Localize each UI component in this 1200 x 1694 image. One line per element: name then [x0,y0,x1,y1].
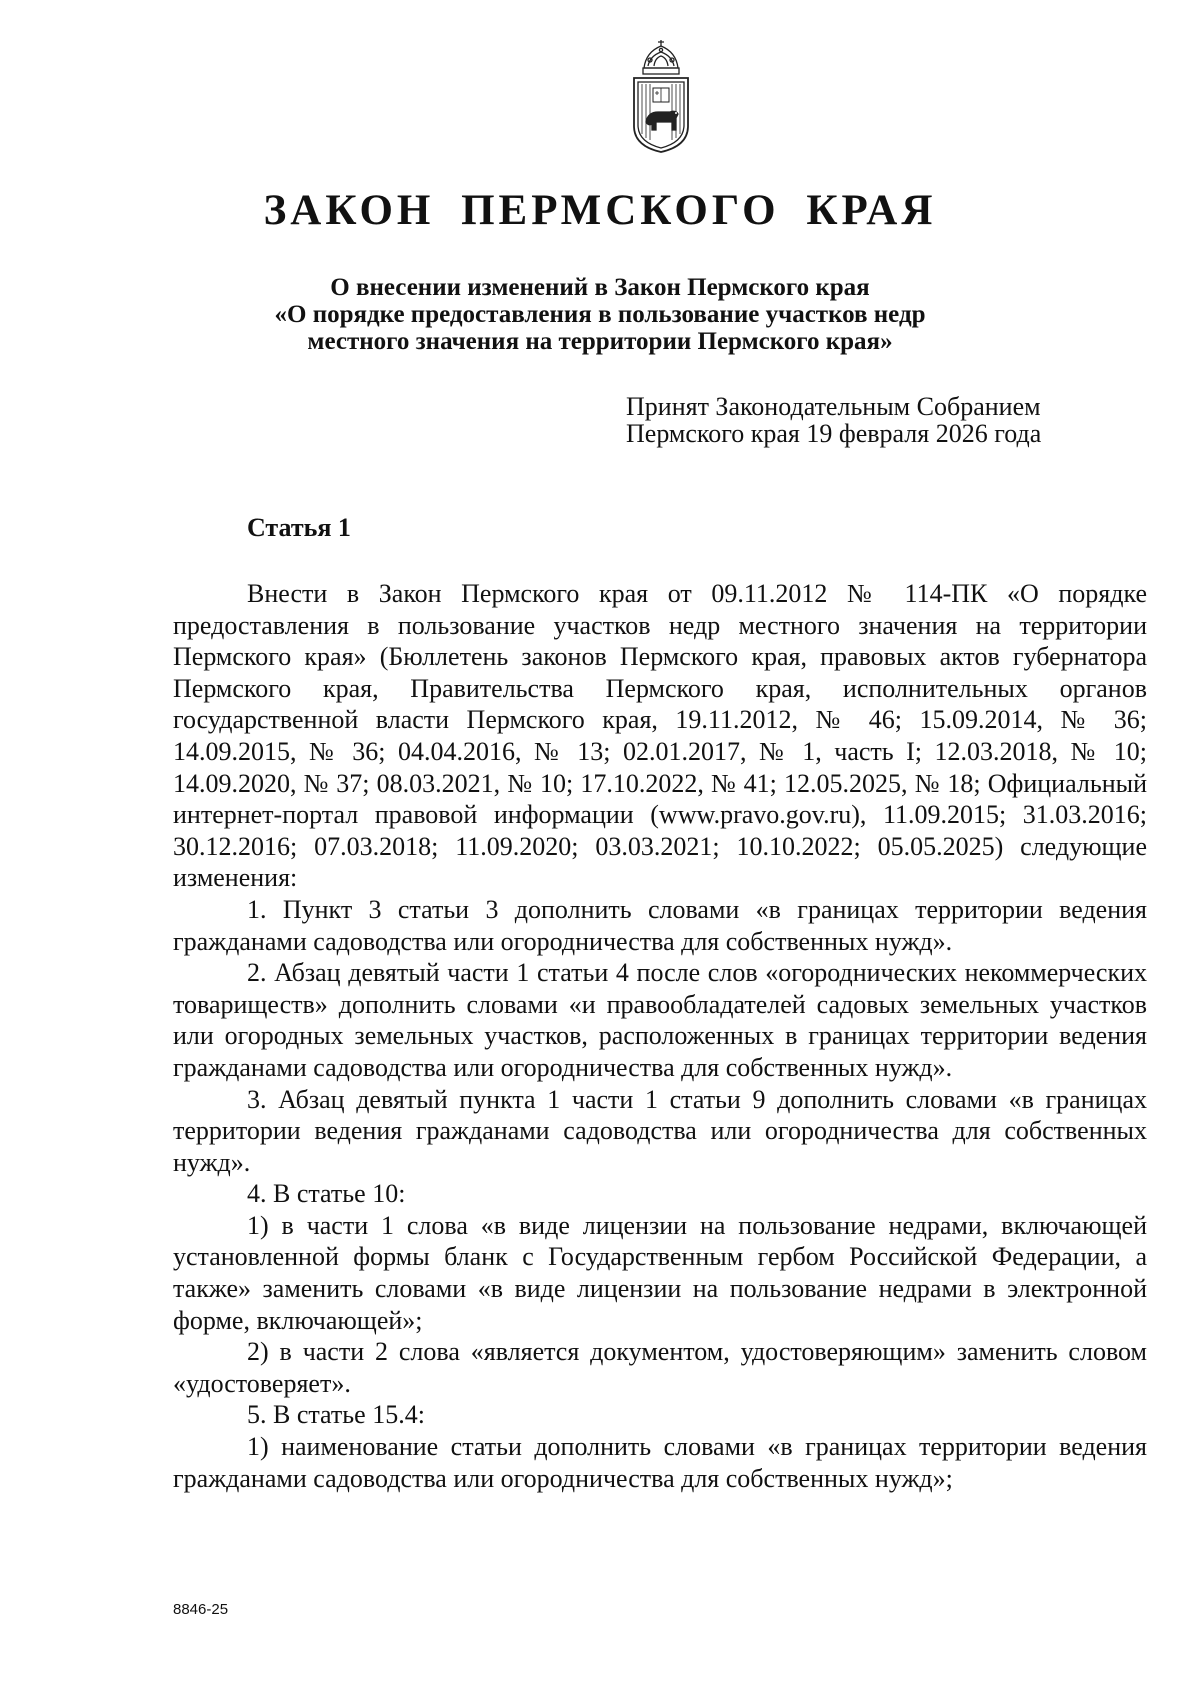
article-body [173,578,1147,1494]
subtitle-line: О внесении изменений в Закон Пермского края [330,274,870,301]
article-paragraph: 4. В статье 10: [247,1179,406,1209]
page-title: ЗАКОН ПЕРМСКОГО КРАЯ [263,187,937,234]
article-heading: Статья 1 [247,513,351,542]
article-paragraph: Внести в Закон Пермского края от 09.11.2012 № 114-ПК «О порядке предоставления в пользование участков недр местного значения на территории Пермского края» (Бюллетень законов Пермского края, правовых актов губернатора Пермского края, Правительства Пермского края, исполнительных органов государственной власти Пермского края, 19.11.2012, № 46; 15.09.2014, № 36; 14.09.2015, № 36; 04.04.2016, № 13; 02.01.2017, № 1, часть I; 12.03.2018, № 10; 14.09.2020, № 37; 08.03.2021, № 10; 17.10.2022, № 41; 12.05.2025, № 18; Официальный интернет-портал правовой информации (www.pravo.gov.ru), 11.09.2015; 31.03.2016; 30.12.2016; 07.03.2018; 11.09.2020; 03.03.2021; 10.10.2022; 05.05.2025) следующие изменения: [173,579,1147,893]
article-paragraph: 2) в части 2 слова «является документом, удостоверяющим» заменить словом «удостоверяет». [173,1337,1147,1398]
article-paragraph: 1) наименование статьи дополнить словами «в границах территории ведения гражданами садоводства или огородничества для собственных нужд»; [173,1432,1147,1493]
adoption-note [626,393,1086,447]
article-paragraph: 1) в части 1 слова «в виде лицензии на пользование недрами, включающей установленной формы бланк с Государственным гербом Российской Федерации, а также» заменить словами «в виде лицензии на пользование недрами в электронной форме, включающей»; [173,1210,1147,1335]
adoption-line: Пермского края 19 февраля 2026 года [626,419,1042,448]
article-paragraph: 2. Абзац девятый части 1 статьи 4 после слов «огороднических некоммерческих товариществ» дополнить словами «и правообладателей садовых земельных участков или огородных земельных участков, расположенных в границах территории ведения гражданами садоводства или огородничества для собственных нужд». [173,958,1147,1082]
subtitle-line: «О порядке предоставления в пользование участков недр [274,301,926,328]
document-code: 8846-25 [173,1601,229,1618]
article-paragraph: 1. Пункт 3 статьи 3 дополнить словами «в границах территории ведения гражданами садоводства или огородничества для собственных нужд». [173,894,1147,956]
law-subtitle [180,274,1020,355]
adoption-line: Принят Законодательным Собранием [626,392,1041,421]
article-paragraph: 5. В статье 15.4: [247,1400,425,1430]
subtitle-line: местного значения на территории Пермского края» [307,328,893,355]
perm-krai-coat-of-arms-icon [626,38,696,154]
article-paragraph: 3. Абзац девятый пункта 1 части 1 статьи 9 дополнить словами «в границах территории ведения гражданами садоводства или огородничества для собственных нужд». [173,1084,1147,1177]
